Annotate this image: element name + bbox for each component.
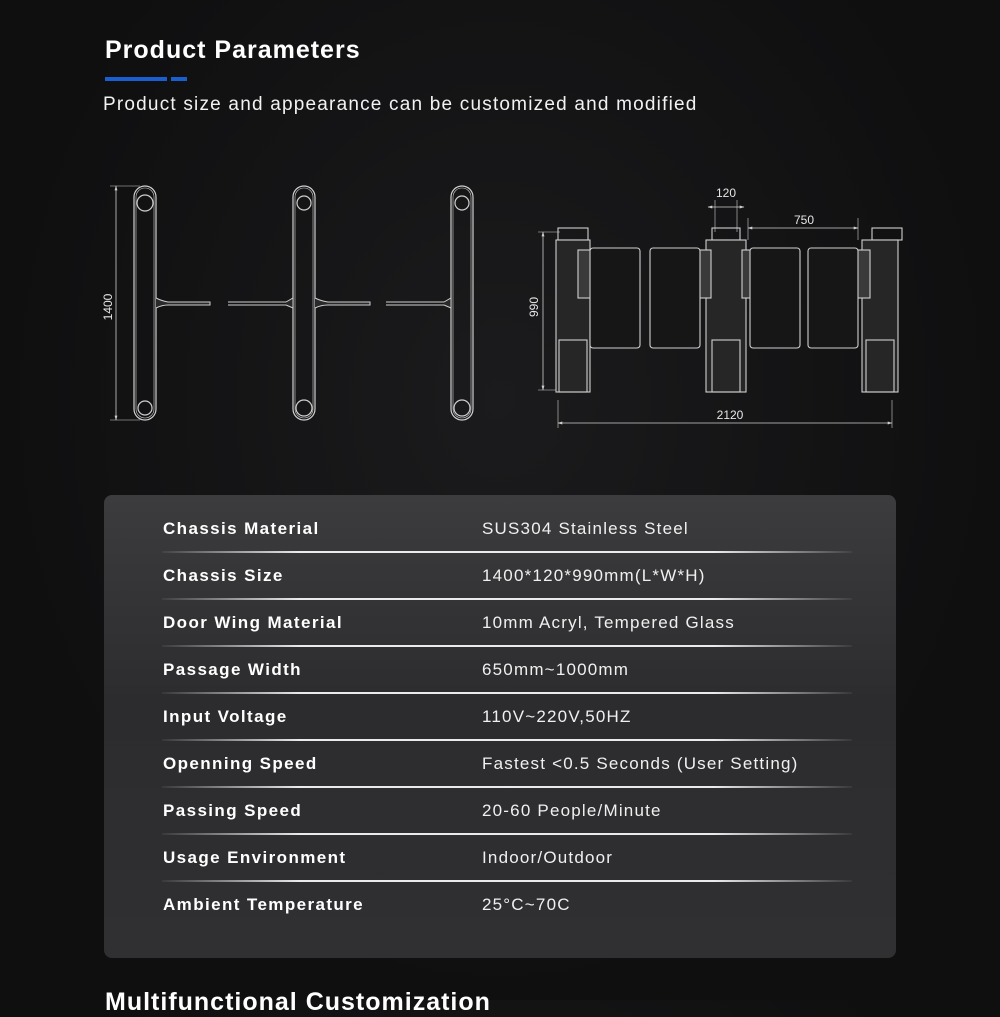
spec-row xyxy=(104,824,896,871)
spec-value: SUS304 Stainless Steel xyxy=(482,519,689,538)
top-post-middle xyxy=(293,186,315,420)
spec-label: Input Voltage xyxy=(163,707,288,726)
front-cabinet-right xyxy=(856,228,902,392)
top-view xyxy=(110,186,473,420)
spec-table xyxy=(104,495,896,958)
spec-value: 1400*120*990mm(L*W*H) xyxy=(482,566,706,585)
spec-row xyxy=(104,542,896,589)
top-post-right xyxy=(451,186,473,420)
front-cabinet-left xyxy=(556,228,592,392)
spec-row xyxy=(104,871,896,918)
page-subtitle: Product size and appearance can be customized and modified xyxy=(103,94,698,115)
spec-label: Passage Width xyxy=(163,660,302,679)
front-cabinet-middle xyxy=(697,228,756,392)
spec-row xyxy=(104,495,896,542)
spec-row xyxy=(104,683,896,730)
spec-label: Passing Speed xyxy=(163,801,303,820)
dim-label-120: 120 xyxy=(715,186,737,200)
dim-label-990: 990 xyxy=(527,296,541,318)
spec-value: 25°C~70C xyxy=(482,895,571,914)
dim-label-750: 750 xyxy=(793,213,815,227)
front-view xyxy=(538,200,902,428)
spec-value: 110V~220V,50HZ xyxy=(482,707,632,726)
spec-label: Chassis Size xyxy=(163,566,284,585)
top-wings xyxy=(156,298,451,308)
technical-drawing xyxy=(0,0,1000,480)
spec-label: Door Wing Material xyxy=(163,613,343,632)
spec-value: Fastest <0.5 Seconds (User Setting) xyxy=(482,754,799,773)
next-section-title: Multifunctional Customization xyxy=(105,988,491,1016)
spec-value: 650mm~1000mm xyxy=(482,660,630,679)
top-post-left xyxy=(134,186,156,420)
spec-value: 20-60 People/Minute xyxy=(482,801,662,820)
page-title: Product Parameters xyxy=(105,36,361,64)
spec-label: Ambient Temperature xyxy=(163,895,365,914)
spec-value: 10mm Acryl, Tempered Glass xyxy=(482,613,735,632)
dim-label-2120: 2120 xyxy=(716,408,744,422)
spec-row xyxy=(104,730,896,777)
spec-row xyxy=(104,777,896,824)
spec-label: Chassis Material xyxy=(163,519,320,538)
spec-value: Indoor/Outdoor xyxy=(482,848,614,867)
dim-label-1400: 1400 xyxy=(101,293,115,321)
spec-row xyxy=(104,636,896,683)
spec-label: Openning Speed xyxy=(163,754,318,773)
spec-label: Usage Environment xyxy=(163,848,347,867)
spec-row xyxy=(104,589,896,636)
